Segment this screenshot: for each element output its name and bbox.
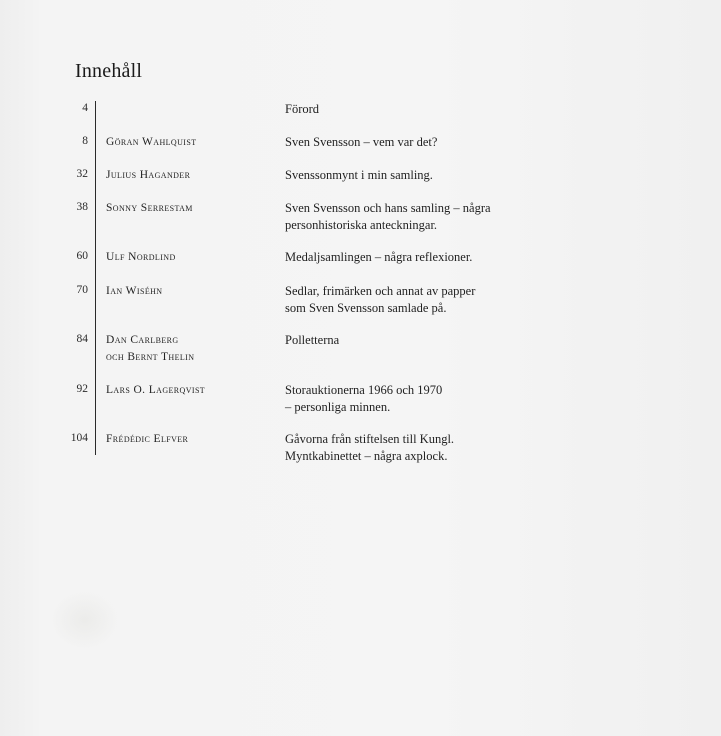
toc-page-number: 92 [76,383,88,395]
paper-stain [50,590,120,650]
toc-author-line: och Bernt Thelin [106,351,195,363]
toc-entry [0,200,721,240]
toc-article-title [285,101,545,118]
toc-article-line: Storauktionerna 1966 och 1970 [285,383,443,397]
toc-page-number: 84 [76,333,88,345]
toc-article-title [285,167,545,184]
toc-author-line: Ian Wiséhn [106,285,163,297]
toc-author [106,283,281,300]
toc-author [106,249,281,266]
toc-page-number: 104 [70,432,88,444]
toc-article-title [285,431,545,465]
toc-author-line: Julius Hagander [106,169,191,181]
toc-article-line: personhistoriska anteckningar. [285,218,438,232]
toc-article-title [285,249,545,266]
toc-page-number: 70 [76,284,88,296]
toc-page-number: 38 [76,201,88,213]
toc-entry [0,332,721,372]
toc-author [106,431,281,448]
toc-article-line: Förord [285,102,320,116]
toc-author [106,167,281,184]
toc-author [106,200,281,217]
toc-article-title [285,200,545,234]
toc-article-title [285,332,545,349]
toc-article-title [285,283,545,317]
toc-article-line: Polletterna [285,333,340,347]
toc-entry [0,382,721,422]
toc-article-title [285,382,545,416]
toc-author-line: Göran Wahlquist [106,136,197,148]
toc-article-line: Sedlar, frimärken och annat av papper [285,284,476,298]
toc-entry [0,283,721,323]
toc-article-line: Gåvorna från stiftelsen till Kungl. [285,432,455,446]
toc-author [106,134,281,151]
toc-entry [0,431,721,471]
toc-author [106,332,281,366]
toc-author [106,382,281,399]
toc-page-number: 32 [76,168,88,180]
toc-author-line: Dan Carlberg [106,334,179,346]
toc-article-line: Medaljsamlingen – några reflexioner. [285,250,473,264]
toc-article-line: Sven Svensson – vem var det? [285,135,438,149]
toc-author-line: Sonny Serrestam [106,202,193,214]
page-title: Innehåll [75,60,143,82]
toc-author-line: Frédédic Elfver [106,433,189,445]
toc-article-line: – personliga minnen. [285,400,391,414]
toc-article-title [285,134,545,151]
toc-page-number: 8 [82,135,88,147]
toc-author-line: Lars O. Lagerqvist [106,384,206,396]
toc-article-line: som Sven Svensson samlade på. [285,301,447,315]
toc-article-line: Sven Svensson och hans samling – några [285,201,491,215]
toc-author-line: Ulf Nordlind [106,251,176,263]
toc-article-line: Myntkabinettet – några axplock. [285,449,448,463]
toc-page-number: 4 [82,102,88,114]
toc-page-number: 60 [76,250,88,262]
toc-article-line: Svenssonmynt i min samling. [285,168,433,182]
